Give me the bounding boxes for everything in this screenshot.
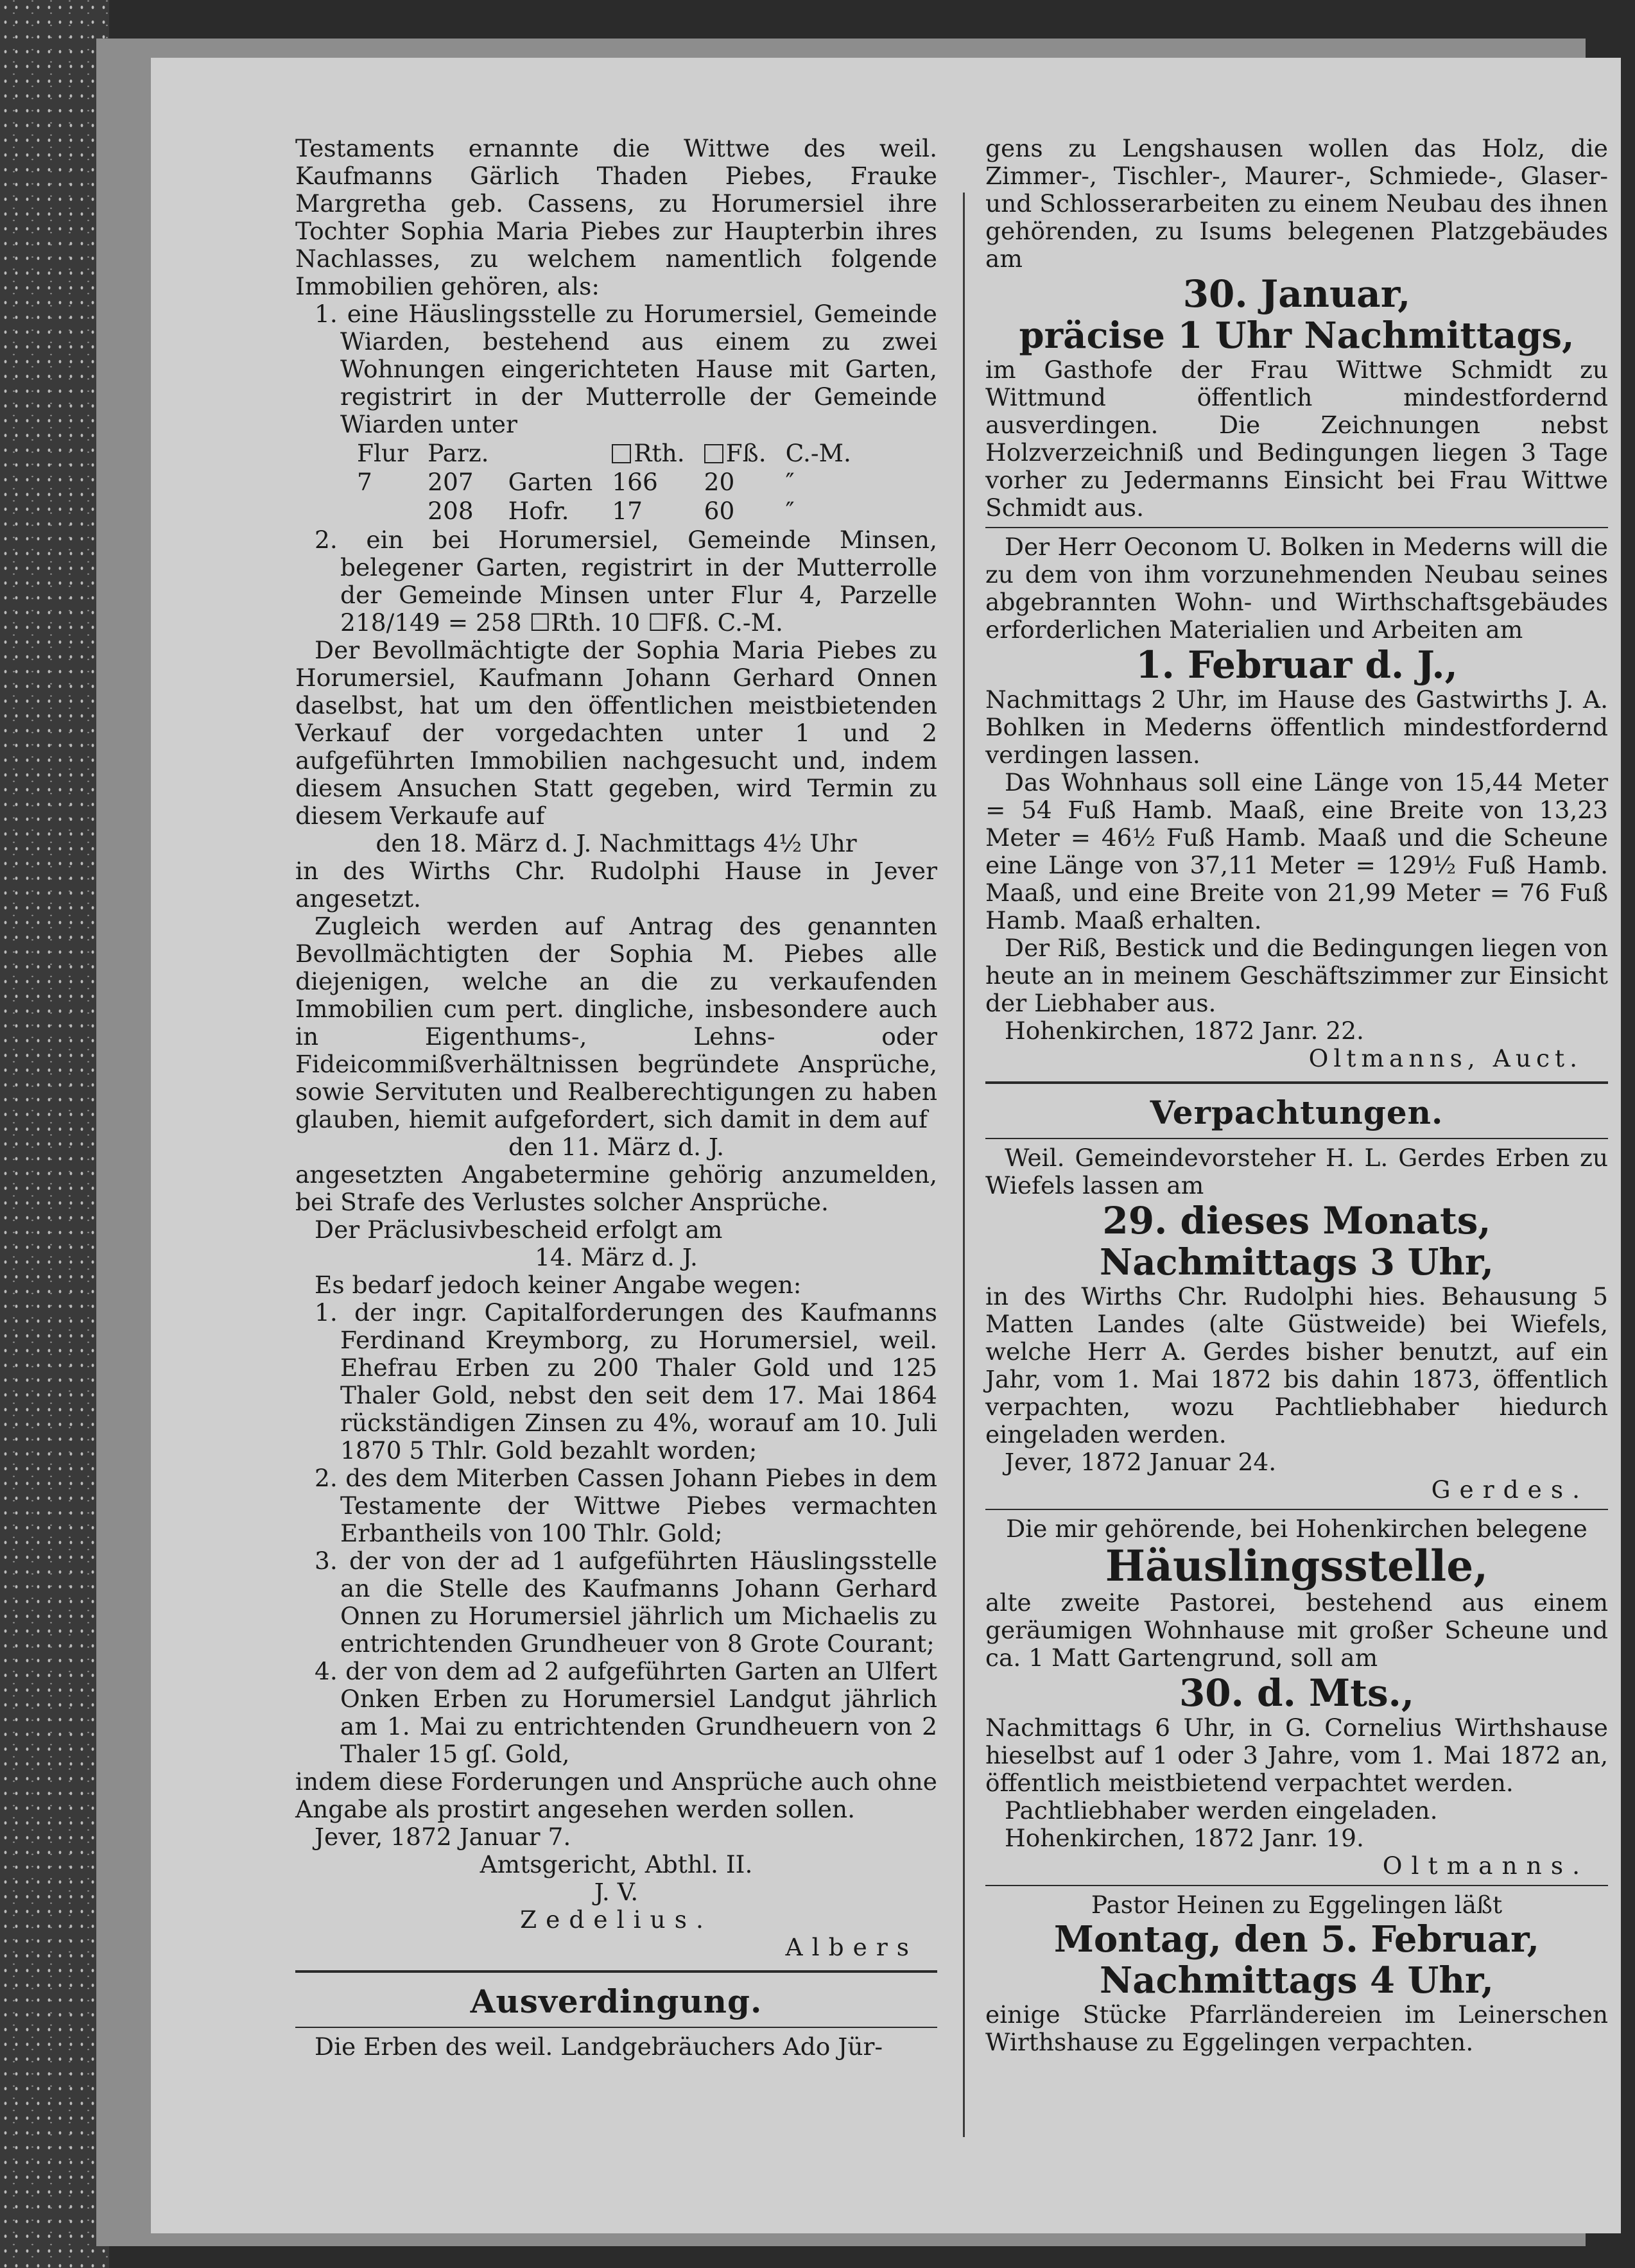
right-column xyxy=(985,135,1608,2056)
table-header-cell: C.-M. xyxy=(785,439,851,467)
termin-date: 14. März d. J. xyxy=(535,1243,698,1271)
table-row xyxy=(348,497,860,525)
table-cell: 166 xyxy=(612,468,658,496)
table-cell: ″ xyxy=(785,468,795,496)
notice-date: 1. Februar d. J., xyxy=(1136,643,1458,687)
signature: Gerdes. xyxy=(1431,1475,1589,1504)
table-cell: 7 xyxy=(357,468,372,496)
body-paragraph: Der Präclusivbescheid erfolgt am xyxy=(315,1216,723,1244)
body-paragraph: alte zweite Pastorei, bestehend aus einem geräumigen Wohnhause mit großer Scheune und ca. 1 Matt Gartengrund, soll am xyxy=(985,1588,1608,1672)
body-paragraph: angesetzten Angabetermine gehörig anzumelden, bei Strafe des Verlustes solcher Ansprüche. xyxy=(295,1160,937,1216)
square-symbol-icon xyxy=(612,444,631,463)
notice-date: Montag, den 5. Februar, xyxy=(1053,1918,1540,1961)
notice-date: 30. Januar, xyxy=(1182,272,1411,316)
body-paragraph: Nachmittags 6 Uhr, in G. Cornelius Wirthshause hieselbst auf 1 oder 3 Jahre, vom 1. Mai 1872 an, öffentlich meistbietend verpachtet werden. xyxy=(985,1714,1608,1797)
table-header-cell: Flur xyxy=(357,439,409,467)
section-divider xyxy=(295,1970,937,1973)
table-header-cell xyxy=(499,440,602,467)
list-item: 2. ein bei Horumersiel, Gemeinde Minsen, belegener Garten, registrirt in der Mutterrolle der Gemeinde Minsen unter Flur 4, Parzelle 218/149 = 258 ☐Rth. 10 ☐Fß. C.-M. xyxy=(315,526,937,637)
list-item: 1. eine Häuslingsstelle zu Horumersiel, Gemeinde Wiarden, bestehend aus einem zu zwei Wohnungen eingerichteten Hause mit Garten, registrirt in der Mutterrolle der Gemeinde Wiarden unter xyxy=(315,300,937,438)
table-header-row xyxy=(348,440,860,467)
book-binding-edge xyxy=(0,0,109,2268)
body-paragraph: Der Bevollmächtigte der Sophia Maria Piebes zu Horumersiel, Kaufmann Johann Gerhard Onnen daselbst, hat um den öffentlichen meistbietenden Verkauf der vorgedachten unter 1 und 2 aufgeführten Immobilien nachgesucht und, indem diesem Ansuchen Statt gegeben, wird Termin zu diesem Verkaufe auf xyxy=(295,636,937,830)
signature: Oltmanns. xyxy=(1382,1851,1589,1880)
body-paragraph: Nachmittags 2 Uhr, im Hause des Gastwirths J. A. Bohlken in Mederns öffentlich mindestfordernd verdingen lassen. xyxy=(985,685,1608,769)
table-row xyxy=(348,468,860,496)
table-cell: 207 xyxy=(428,468,474,496)
table-cell: 20 xyxy=(704,468,735,496)
body-paragraph: Weil. Gemeindevorsteher H. L. Gerdes Erben zu Wiefels lassen am xyxy=(985,1144,1608,1199)
body-paragraph: gens zu Lengshausen wollen das Holz, die Zimmer-, Tischler-, Maurer-, Schmiede-, Glaser- und Schlosserarbeiten zu einem Neubau des ihnen gehörenden, zu Isums belegenen Platzgebäudes am xyxy=(985,134,1608,273)
section-divider xyxy=(295,2027,937,2028)
notice-time: präcise 1 Uhr Nachmittags, xyxy=(1019,314,1575,357)
section-heading: Verpachtungen. xyxy=(1150,1094,1444,1131)
parcel-table xyxy=(347,438,861,526)
termin-date: den 11. März d. J. xyxy=(508,1133,725,1161)
body-paragraph: in des Wirths Chr. Rudolphi hies. Behausung 5 Matten Landes (alte Güstweide) bei Wiefels, welche Herr A. Gerdes bisher benutzt, auf ein Jahr, vom 1. Mai 1872 bis dahin 1873, öffentlich verpachten, wozu Pachtliebhaber hiedurch eingeladen werden. xyxy=(985,1282,1608,1448)
body-paragraph: einige Stücke Pfarrländereien im Leinerschen Wirthshause zu Eggelingen verpachten. xyxy=(985,2000,1608,2056)
table-cell: Garten xyxy=(508,468,593,496)
in-vertretung: J. V. xyxy=(594,1878,639,1906)
body-paragraph: Zugleich werden auf Antrag des genannten Bevollmächtigten der Sophia M. Piebes alle diejenigen, welche an die zu verkaufenden Immobilien cum pert. dingliche, insbesondere auch in Eigenthums-, Lehns- oder Fideicommißverhältnissen begründete Ansprüche, sowie Servituten und Realberechtigungen zu haben glauben, hiemit aufgefordert, sich damit in dem auf xyxy=(295,912,937,1133)
termin-date: den 18. März d. J. Nachmittags 4½ Uhr xyxy=(376,829,857,857)
body-paragraph: Es bedarf jedoch keiner Angabe wegen: xyxy=(315,1271,802,1299)
intro-paragraph: Testaments ernannte die Wittwe des weil. Kaufmanns Gärlich Thaden Piebes, Frauke Margretha geb. Cassens, zu Horumersiel ihre Tochter Sophia Maria Piebes zur Haupterbin ihres Nachlasses, zu welchem namentlich folgende Immobilien gehören, als: xyxy=(295,134,937,300)
notice-date: 29. dieses Monats, xyxy=(1102,1199,1491,1242)
list-item: 2. des dem Miterben Cassen Johann Piebes in dem Testamente der Wittwe Piebes vermachten Erbantheils von 100 Thlr. Gold; xyxy=(315,1464,937,1547)
square-symbol-icon xyxy=(704,444,723,463)
signature: Zedelius. xyxy=(520,1905,713,1934)
body-paragraph: in des Wirths Chr. Rudolphi Hause in Jever angesetzt. xyxy=(295,857,937,913)
place-date: Hohenkirchen, 1872 Janr. 22. xyxy=(1005,1017,1364,1045)
table-header-cell: Fß. xyxy=(695,440,775,467)
notice-divider xyxy=(985,527,1608,528)
section-heading: Ausverdingung. xyxy=(470,1982,763,2020)
notice-date: 30. d. Mts., xyxy=(1179,1671,1415,1715)
body-paragraph: Die Erben des weil. Landgebräuchers Ado Jür- xyxy=(315,2032,883,2061)
table-header-cell: Parz. xyxy=(428,439,489,467)
body-paragraph: Die mir gehörende, bei Hohenkirchen belegene xyxy=(1006,1515,1587,1543)
body-paragraph: im Gasthofe der Frau Wittwe Schmidt zu Wittmund öffentlich mindestfordernd ausverdingen. Die Zeichnungen nebst Holzverzeichniß und Bedingungen liegen 3 Tage vorher zu Jedermanns Einsicht bei Frau Wittwe Schmidt aus. xyxy=(985,356,1608,522)
list-item: 3. der von der ad 1 aufgeführten Häuslingsstelle an die Stelle des Kaufmanns Johann Gerhard Onnen zu Horumersiel jährlich um Michaelis zu entrichtenden Grundheuer von 8 Grote Courant; xyxy=(315,1547,937,1658)
notice-time: Nachmittags 4 Uhr, xyxy=(1100,1959,1494,2002)
list-item: 4. der von dem ad 2 aufgeführten Garten an Ulfert Onken Erben zu Horumersiel Landgut jährlich am 1. Mai zu entrichtenden Grundheuern von 2 Thaler 15 gſ. Gold, xyxy=(315,1657,937,1768)
court-name: Amtsgericht, Abthl. II. xyxy=(480,1850,753,1878)
table-cell: Hofr. xyxy=(508,497,569,525)
column-divider xyxy=(963,193,965,2137)
body-paragraph: Pachtliebhaber werden eingeladen. xyxy=(1005,1796,1438,1825)
table-cell: 60 xyxy=(704,497,735,525)
signature: Albers xyxy=(785,1933,918,1961)
body-paragraph: Der Herr Oeconom U. Bolken in Mederns will die zu dem von ihm vorzunehmenden Neubau seines abgebrannten Wohn- und Wirthschaftsgebäudes erforderlichen Materialien und Arbeiten am xyxy=(985,533,1608,644)
body-paragraph: indem diese Forderungen und Ansprüche auch ohne Angabe als prostirt angesehen werden sollen. xyxy=(295,1767,937,1823)
place-date: Hohenkirchen, 1872 Janr. 19. xyxy=(1005,1824,1364,1852)
notice-time: Nachmittags 3 Uhr, xyxy=(1100,1241,1494,1284)
table-cell: 17 xyxy=(612,497,643,525)
notice-divider xyxy=(985,1885,1608,1886)
list-item: 1. der ingr. Capitalforderungen des Kaufmanns Ferdinand Kreymborg, zu Horumersiel, weil. Ehefrau Erben zu 200 Thaler Gold und 125 Thaler Gold, nebst den seit dem 17. Mai 1864 rückständigen Zinsen zu 4%, worauf am 10. Juli 1870 5 Thlr. Gold bezahlt worden; xyxy=(315,1298,937,1465)
section-divider xyxy=(985,1081,1608,1084)
body-paragraph: Das Wohnhaus soll eine Länge von 15,44 Meter = 54 Fuß Hamb. Maaß, eine Breite von 13,23 Meter = 46½ Fuß Hamb. Maaß und die Scheune eine Länge von 37,11 Meter = 129½ Fuß Hamb. Maaß, und eine Breite von 21,99 Meter = 76 Fuß Hamb. Maaß erhalten. xyxy=(985,768,1608,934)
table-cell: ″ xyxy=(785,497,795,525)
body-paragraph: Pastor Heinen zu Eggelingen läßt xyxy=(1091,1891,1503,1919)
notice-divider xyxy=(985,1509,1608,1510)
place-date: Jever, 1872 Januar 24. xyxy=(1005,1448,1277,1476)
section-divider xyxy=(985,1138,1608,1139)
signature: Oltmanns, Auct. xyxy=(1308,1044,1582,1072)
table-cell xyxy=(348,497,417,525)
body-paragraph: Der Riß, Bestick und die Bedingungen liegen von heute an in meinem Geschäftszimmer zur Einsicht der Liebhaber aus. xyxy=(985,934,1608,1017)
table-cell: 208 xyxy=(428,497,474,525)
notice-title: Häuslingsstelle, xyxy=(1105,1541,1489,1591)
table-header-cell: Rth. xyxy=(603,440,693,467)
left-column xyxy=(295,135,937,2061)
place-date: Jever, 1872 Januar 7. xyxy=(315,1823,571,1851)
